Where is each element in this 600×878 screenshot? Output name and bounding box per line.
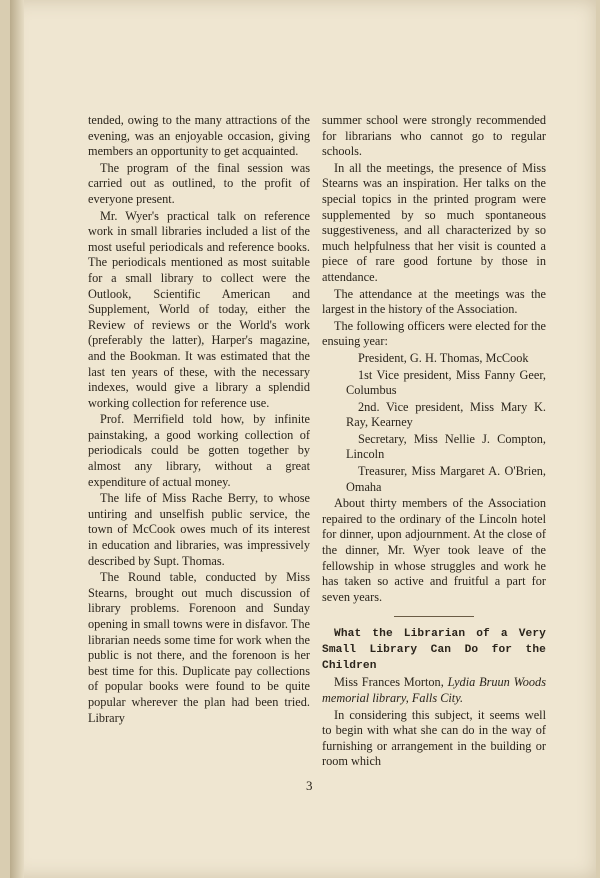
officer-entry: 1st Vice president, Miss Fanny Geer, Columbus	[346, 367, 546, 398]
officer-entry: Secretary, Miss Nellie J. Compton, Lincoln	[346, 431, 546, 462]
paragraph: The life of Miss Rache Berry, to whose untiring and unselfish public service, the town of McCook owes much of its interest in education and libraries, was impressively described by Supt. Thomas.	[88, 491, 310, 568]
byline-place: Lydia Bruun Woods memorial library, Falls City.	[322, 675, 546, 705]
paragraph: The following officers were elected for the ensuing year:	[322, 318, 546, 349]
officer-entry: President, G. H. Thomas, McCook	[358, 350, 529, 365]
left-column	[88, 113, 310, 727]
byline-author: Miss Frances Morton,	[334, 675, 448, 690]
paragraph: The Round table, conducted by Miss Stearns, brought out much discussion of library problems. Forenoon and Sunday opening in small towns were in disfavor. The librarian needs some time for work when the public is not there, and the forenoon is her best time for this. Duplicate pay collections of popular books were found to be quite popular wherever the plan had been tried. Library	[88, 570, 310, 725]
section-divider	[394, 616, 474, 617]
paragraph: The attendance at the meetings was the largest in the history of the Association.	[322, 286, 546, 317]
paragraph: Mr. Wyer's practical talk on reference work in small libraries included a list of the most useful periodicals and reference books. The periodicals mentioned as most suitable for a small library to collect were the Outlook, Scientific American and Supplement, World of today, either the Review of reviews or the World's work (preferably the latter), Harper's magazine, and the Bookman. It was estimated that the last ten years of these, with the necessary indexes, would give a library a splendid working collection for reference use.	[88, 208, 310, 410]
page-binding-shadow	[10, 0, 24, 878]
document-page	[10, 0, 596, 878]
officers-list	[322, 351, 546, 495]
paragraph: In considering this subject, it seems well to begin with what she can do in the way of furnishing or arrangement in the building or room which	[322, 707, 546, 769]
officer-entry: Treasurer, Miss Margaret A. O'Brien, Omaha	[346, 464, 546, 494]
page-number: 3	[306, 778, 313, 793]
right-column	[322, 113, 546, 771]
paragraph: Prof. Merrifield told how, by infinite painstaking, a good working collection of periodicals could be gotten together by almost any library, without a great expenditure of actual money.	[88, 412, 310, 489]
article-title: What the Librarian of a Very Small Library Can Do for the Children	[322, 628, 546, 673]
paragraph: The program of the final session was carried out as outlined, to the profit of everyone present.	[88, 160, 310, 206]
paragraph: In all the meetings, the presence of Miss Stearns was an inspiration. Her talks on the special topics in the printed program were supplemented by so much spontaneous suggestiveness, and all characterized by so much helpfulness that her visit is counted a piece of rare good fortune by those in attendance.	[322, 160, 546, 284]
officer-entry: 2nd. Vice president, Miss Mary K. Ray, Kearney	[346, 399, 546, 430]
article-byline	[322, 675, 546, 706]
paragraph: About thirty members of the Association repaired to the ordinary of the Lincoln hotel for dinner, upon adjournment. At the close of the dinner, Mr. Wyer took leave of the fellowship in whose struggles and work he has taken so active and fruitful a part for seven years.	[322, 496, 546, 604]
paragraph: summer school were strongly recommended for librarians who cannot go to regular schools.	[322, 113, 546, 159]
paragraph: tended, owing to the many attractions of the evening, was an enjoyable occasion, giving members an opportunity to get acquainted.	[88, 113, 310, 159]
